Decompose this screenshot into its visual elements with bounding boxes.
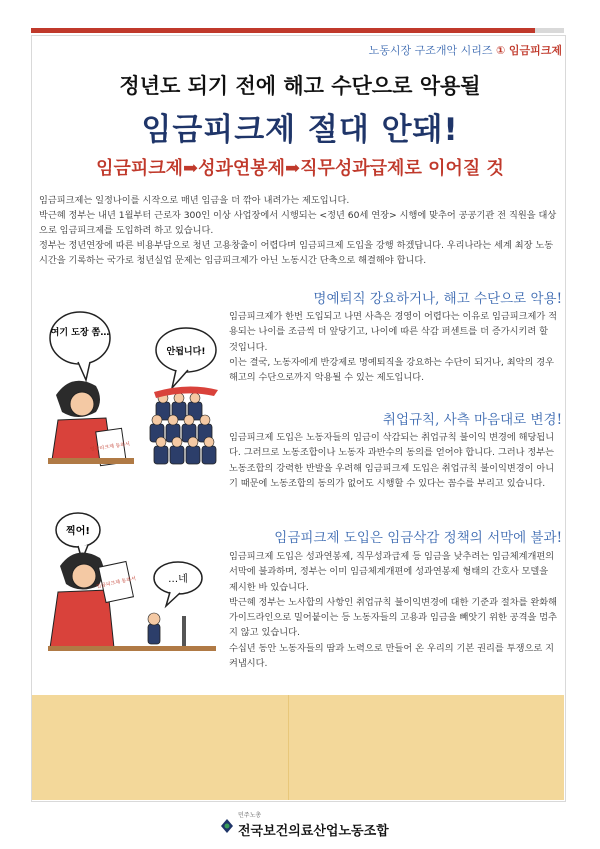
footer-small-label: 민주노총: [238, 812, 262, 819]
section-paragraph: 이는 결국, 노동자에게 반강제로 명예퇴직을 강요하는 수단이 되거나, 최악의 경우 해고의 수단으로까지 악용될 수 있는 제도입니다.: [229, 356, 555, 384]
section-paragraph: 임금피크제가 한번 도입되고 나면 사측은 경영이 어렵다는 이유로 임금피크제가 적용되는 나이를 조금씩 더 앞당기고, 나이에 따른 삭감 퍼센트를 더 증가시키려 할 것입니다.: [229, 311, 558, 353]
intro-paragraph: 박근혜 정부는 내년 1월부터 근로자 300인 이상 사업장에서 시행되는 <정년 60세 연장> 시행에 맞추어 공공기관 전 직원을 대상으로 임금피크제를 도입하려 하고 있습니다.: [39, 210, 557, 236]
section-paragraph: 임금피크제 도입은 노동자들의 임금이 삭감되는 취업규칙 불이익 변경에 해당됩니다. 그러므로 노동조합이나 노동자 과반수의 동의를 얻어야 합니다. 그러나 정부는 노동조합의 강력한 반발을 우려해 임금피크제 도입은 취업규칙 불이익변경이 아니기 때문에 노동조합의 동의가 없어도 시행할 수 있다는 꼼수를 부리고 있습니다.: [229, 432, 555, 489]
section-title-1: 명예퇴직 강요하거나, 해고 수단으로 악용!: [313, 291, 562, 307]
series-topic: 임금피크제: [508, 44, 562, 57]
intro-paragraph: 정부는 정년연장에 따른 비용부담으로 청년 고용창출이 어렵다며 임금피크제 도입을 강행 하겠답니다. 우리나라는 세계 최장 노동시간을 기록하는 국가로 청년실업 문제는 임금피크제가 아닌 노동시간 단축으로 해결해야 합니다.: [39, 240, 554, 266]
intro-paragraph: 임금피크제는 일정나이를 시작으로 매년 임금을 더 깎아 내려가는 제도입니다.: [39, 195, 350, 206]
headline-top: 정년도 되기 전에 해고 수단으로 악용될: [119, 73, 481, 98]
section-paragraph: 박근혜 정부는 노사합의 사항인 취업규칙 불이익변경에 대한 기준과 절차를 완화해 가이드라인으로 밀어붙이는 등 노동자들의 고용과 임금을 빼앗기 위한 공격을 멈추지 않고 있습니다.: [229, 596, 558, 639]
section-body-2: [229, 430, 559, 491]
top-accent-bar: [31, 28, 535, 33]
headline-sub: 임금피크제➡성과연봉제➡직무성과급제로 이어질 것: [96, 158, 504, 179]
headline-main: 임금피크제 절대 안돼!: [141, 112, 459, 148]
section-title-2: 취업규칙, 사측 마음대로 변경!: [382, 412, 562, 428]
section-title-3: 임금피크제 도입은 임금삭감 정책의 서막에 불과!: [274, 530, 562, 546]
bubble-left-text: 찍어!: [66, 526, 90, 537]
box-divider: [288, 695, 289, 800]
section-body-1: [229, 309, 559, 385]
section-body-3: [229, 549, 559, 671]
union-logo-icon: [220, 818, 234, 834]
cartoon-illustration-1: [38, 300, 224, 470]
bubble-right-text: …네: [168, 574, 188, 585]
series-prefix: 노동시장 구조개악 시리즈: [368, 44, 493, 57]
bubble-right-text: 안됩니다!: [166, 347, 206, 357]
footer-org-name: 전국보건의료산업노동조합: [238, 824, 389, 839]
footer: [0, 806, 600, 842]
paper-text: 임금피크제 동의서: [89, 441, 131, 453]
bottom-notice-box: [32, 695, 564, 800]
bubble-left-text: 여기 도장 쫌…: [50, 328, 110, 338]
section-paragraph: 임금피크제 도입은 성과연봉제, 직무성과급제 등 임금을 낮추려는 임금체계개편의 서막에 불과하며, 정부는 이미 임금체계개편에 성과연봉제 형태의 간호사 모델을 제시한 바 있습니다.: [229, 551, 555, 593]
paper-text: 임금피크제 동의서: [95, 575, 137, 591]
series-number: ①: [496, 44, 506, 57]
intro-text: [39, 193, 559, 268]
speech-bubble-left: [50, 312, 110, 364]
series-label: [369, 42, 562, 58]
section-paragraph: 수십년 동안 노동자들의 땀과 노력으로 만들어 온 우리의 기본 권리를 투쟁으로 지켜냅시다.: [229, 642, 555, 670]
cartoon-illustration-2: [38, 508, 224, 658]
